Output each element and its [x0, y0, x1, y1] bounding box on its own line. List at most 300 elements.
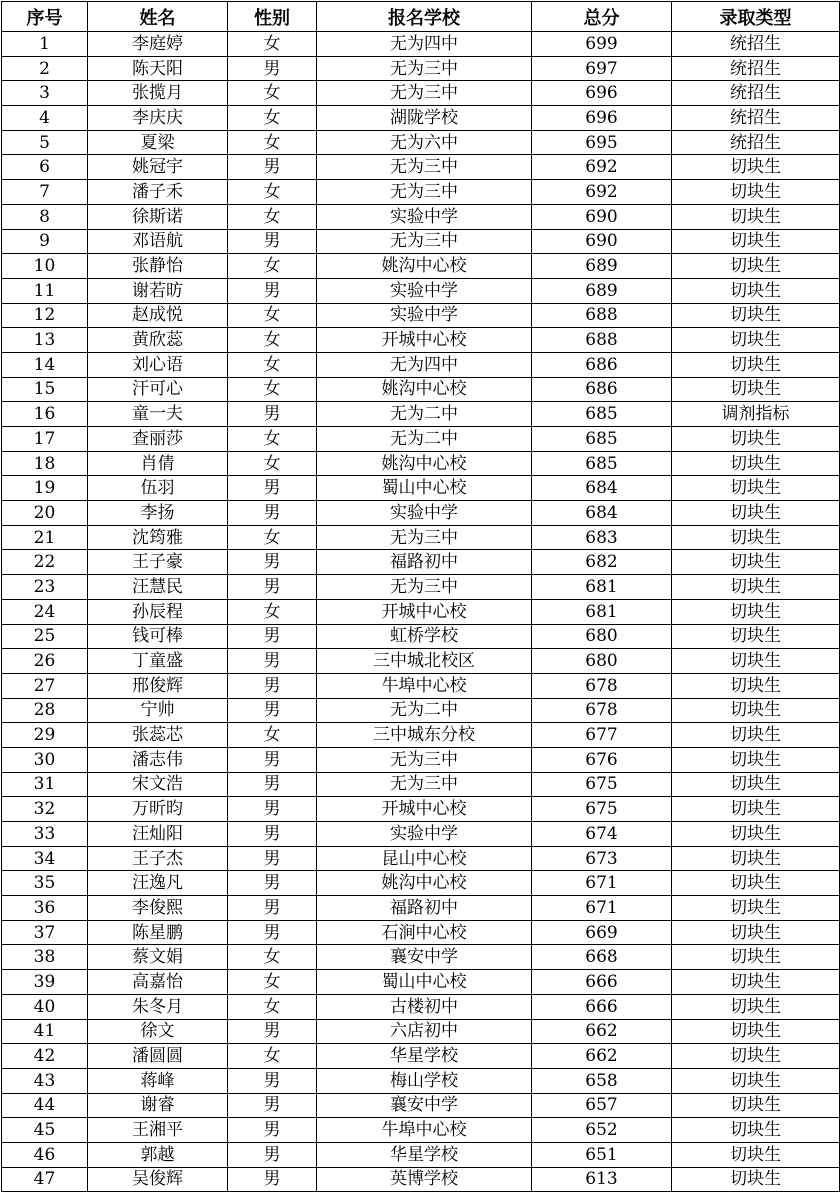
cell-index: 4	[2, 106, 88, 131]
cell-index: 24	[2, 599, 88, 624]
cell-index: 43	[2, 1068, 88, 1093]
cell-index: 12	[2, 303, 88, 328]
cell-gender: 女	[228, 994, 317, 1019]
cell-index: 47	[2, 1167, 88, 1192]
cell-admission-type: 统招生	[672, 32, 840, 57]
cell-score: 688	[532, 303, 672, 328]
cell-score: 690	[532, 229, 672, 254]
cell-name: 陈星鹏	[88, 920, 228, 945]
cell-school: 实验中学	[317, 204, 532, 229]
cell-gender: 女	[228, 204, 317, 229]
cell-score: 662	[532, 1044, 672, 1069]
cell-gender: 男	[228, 624, 317, 649]
cell-gender: 男	[228, 649, 317, 674]
cell-score: 685	[532, 451, 672, 476]
cell-admission-type: 切块生	[672, 1093, 840, 1118]
cell-school: 实验中学	[317, 501, 532, 526]
header-cell-score: 总分	[532, 2, 672, 32]
cell-school: 无为四中	[317, 32, 532, 57]
cell-index: 23	[2, 575, 88, 600]
cell-gender: 男	[228, 155, 317, 180]
cell-gender: 男	[228, 229, 317, 254]
cell-admission-type: 切块生	[672, 1068, 840, 1093]
cell-index: 20	[2, 501, 88, 526]
cell-score: 671	[532, 896, 672, 921]
cell-gender: 男	[228, 476, 317, 501]
cell-school: 襄安中学	[317, 945, 532, 970]
cell-admission-type: 切块生	[672, 649, 840, 674]
table-row	[2, 624, 840, 649]
cell-school: 无为六中	[317, 130, 532, 155]
header-cell-school: 报名学校	[317, 2, 532, 32]
cell-name: 陈天阳	[88, 56, 228, 81]
cell-index: 35	[2, 871, 88, 896]
table-row	[2, 747, 840, 772]
cell-name: 钱可棒	[88, 624, 228, 649]
cell-name: 宋文浩	[88, 772, 228, 797]
cell-index: 1	[2, 32, 88, 57]
cell-score: 690	[532, 204, 672, 229]
cell-index: 46	[2, 1142, 88, 1167]
table-row	[2, 501, 840, 526]
cell-admission-type: 统招生	[672, 130, 840, 155]
cell-score: 668	[532, 945, 672, 970]
cell-name: 汪慧民	[88, 575, 228, 600]
cell-score: 675	[532, 797, 672, 822]
cell-school: 无为二中	[317, 698, 532, 723]
cell-index: 40	[2, 994, 88, 1019]
cell-gender: 男	[228, 896, 317, 921]
cell-score: 662	[532, 1019, 672, 1044]
cell-admission-type: 切块生	[672, 575, 840, 600]
cell-name: 张揽月	[88, 81, 228, 106]
cell-gender: 女	[228, 130, 317, 155]
cell-school: 实验中学	[317, 822, 532, 847]
cell-index: 19	[2, 476, 88, 501]
cell-school: 湖陇学校	[317, 106, 532, 131]
table-row	[2, 550, 840, 575]
cell-gender: 女	[228, 377, 317, 402]
cell-index: 7	[2, 180, 88, 205]
cell-index: 9	[2, 229, 88, 254]
cell-name: 高嘉怡	[88, 970, 228, 995]
cell-gender: 男	[228, 1019, 317, 1044]
cell-school: 无为三中	[317, 81, 532, 106]
cell-school: 无为三中	[317, 772, 532, 797]
cell-school: 昆山中心校	[317, 846, 532, 871]
cell-gender: 女	[228, 254, 317, 279]
cell-school: 虹桥学校	[317, 624, 532, 649]
table-row	[2, 945, 840, 970]
cell-admission-type: 切块生	[672, 698, 840, 723]
cell-gender: 男	[228, 575, 317, 600]
cell-score: 689	[532, 254, 672, 279]
cell-index: 31	[2, 772, 88, 797]
table-row	[2, 649, 840, 674]
cell-gender: 男	[228, 1093, 317, 1118]
cell-score: 685	[532, 402, 672, 427]
cell-gender: 女	[228, 106, 317, 131]
cell-index: 42	[2, 1044, 88, 1069]
table-row	[2, 377, 840, 402]
cell-gender: 男	[228, 747, 317, 772]
cell-score: 688	[532, 328, 672, 353]
cell-gender: 男	[228, 797, 317, 822]
cell-score: 677	[532, 723, 672, 748]
cell-score: 666	[532, 970, 672, 995]
cell-score: 683	[532, 525, 672, 550]
cell-school: 无为三中	[317, 575, 532, 600]
table-row	[2, 797, 840, 822]
cell-index: 16	[2, 402, 88, 427]
cell-name: 姚冠宇	[88, 155, 228, 180]
table-row	[2, 1019, 840, 1044]
cell-school: 三中城北校区	[317, 649, 532, 674]
cell-school: 福路初中	[317, 550, 532, 575]
cell-admission-type: 切块生	[672, 550, 840, 575]
cell-index: 8	[2, 204, 88, 229]
cell-score: 675	[532, 772, 672, 797]
cell-school: 梅山学校	[317, 1068, 532, 1093]
cell-gender: 女	[228, 599, 317, 624]
cell-name: 宁帅	[88, 698, 228, 723]
cell-admission-type: 切块生	[672, 945, 840, 970]
cell-name: 汗可心	[88, 377, 228, 402]
cell-admission-type: 切块生	[672, 970, 840, 995]
cell-score: 657	[532, 1093, 672, 1118]
cell-score: 681	[532, 575, 672, 600]
cell-admission-type: 切块生	[672, 155, 840, 180]
cell-index: 25	[2, 624, 88, 649]
table-row	[2, 1093, 840, 1118]
cell-school: 无为二中	[317, 402, 532, 427]
cell-index: 41	[2, 1019, 88, 1044]
cell-score: 697	[532, 56, 672, 81]
table-row	[2, 451, 840, 476]
cell-name: 万昕昀	[88, 797, 228, 822]
table-row	[2, 525, 840, 550]
cell-admission-type: 切块生	[672, 352, 840, 377]
cell-admission-type: 调剂指标	[672, 402, 840, 427]
cell-name: 郭越	[88, 1142, 228, 1167]
cell-name: 黄欣蕊	[88, 328, 228, 353]
cell-index: 34	[2, 846, 88, 871]
table-row	[2, 204, 840, 229]
cell-index: 30	[2, 747, 88, 772]
cell-index: 10	[2, 254, 88, 279]
cell-gender: 女	[228, 303, 317, 328]
cell-score: 671	[532, 871, 672, 896]
cell-score: 682	[532, 550, 672, 575]
cell-name: 汪灿阳	[88, 822, 228, 847]
cell-score: 680	[532, 624, 672, 649]
table-row	[2, 994, 840, 1019]
cell-index: 33	[2, 822, 88, 847]
cell-name: 潘子禾	[88, 180, 228, 205]
cell-school: 无为三中	[317, 56, 532, 81]
cell-admission-type: 切块生	[672, 278, 840, 303]
cell-gender: 男	[228, 278, 317, 303]
cell-gender: 男	[228, 1167, 317, 1192]
cell-gender: 女	[228, 427, 317, 452]
cell-name: 王子豪	[88, 550, 228, 575]
table-row	[2, 476, 840, 501]
cell-admission-type: 切块生	[672, 1019, 840, 1044]
cell-school: 牛埠中心校	[317, 1118, 532, 1143]
cell-score: 652	[532, 1118, 672, 1143]
table-row	[2, 1142, 840, 1167]
cell-name: 赵成悦	[88, 303, 228, 328]
cell-score: 678	[532, 673, 672, 698]
cell-school: 三中城东分校	[317, 723, 532, 748]
table-row	[2, 303, 840, 328]
cell-admission-type: 切块生	[672, 427, 840, 452]
table-row	[2, 846, 840, 871]
cell-index: 27	[2, 673, 88, 698]
cell-admission-type: 切块生	[672, 303, 840, 328]
cell-school: 六店初中	[317, 1019, 532, 1044]
cell-index: 44	[2, 1093, 88, 1118]
cell-score: 699	[532, 32, 672, 57]
cell-score: 613	[532, 1167, 672, 1192]
cell-name: 邢俊辉	[88, 673, 228, 698]
cell-admission-type: 切块生	[672, 994, 840, 1019]
cell-admission-type: 切块生	[672, 871, 840, 896]
cell-index: 38	[2, 945, 88, 970]
cell-score: 696	[532, 106, 672, 131]
cell-name: 肖倩	[88, 451, 228, 476]
cell-school: 蜀山中心校	[317, 970, 532, 995]
table-row	[2, 328, 840, 353]
cell-admission-type: 切块生	[672, 377, 840, 402]
table-row	[2, 229, 840, 254]
cell-admission-type: 统招生	[672, 56, 840, 81]
cell-gender: 女	[228, 970, 317, 995]
cell-school: 实验中学	[317, 303, 532, 328]
table-row	[2, 254, 840, 279]
cell-gender: 男	[228, 772, 317, 797]
cell-admission-type: 切块生	[672, 772, 840, 797]
cell-index: 36	[2, 896, 88, 921]
cell-school: 古楼初中	[317, 994, 532, 1019]
table-row	[2, 970, 840, 995]
cell-admission-type: 切块生	[672, 747, 840, 772]
cell-name: 王子杰	[88, 846, 228, 871]
cell-admission-type: 切块生	[672, 476, 840, 501]
header-cell-name: 姓名	[88, 2, 228, 32]
table-row	[2, 155, 840, 180]
cell-name: 伍羽	[88, 476, 228, 501]
cell-index: 22	[2, 550, 88, 575]
cell-school: 无为三中	[317, 747, 532, 772]
cell-name: 潘圆圆	[88, 1044, 228, 1069]
table-row	[2, 871, 840, 896]
table-row	[2, 180, 840, 205]
cell-admission-type: 统招生	[672, 106, 840, 131]
cell-gender: 男	[228, 871, 317, 896]
cell-name: 徐文	[88, 1019, 228, 1044]
cell-admission-type: 切块生	[672, 723, 840, 748]
header-cell-admission-type: 录取类型	[672, 2, 840, 32]
cell-index: 17	[2, 427, 88, 452]
table-row	[2, 896, 840, 921]
cell-school: 福路初中	[317, 896, 532, 921]
cell-gender: 女	[228, 945, 317, 970]
cell-score: 696	[532, 81, 672, 106]
cell-score: 681	[532, 599, 672, 624]
cell-admission-type: 切块生	[672, 180, 840, 205]
cell-score: 651	[532, 1142, 672, 1167]
cell-school: 无为三中	[317, 155, 532, 180]
cell-index: 2	[2, 56, 88, 81]
table-row	[2, 56, 840, 81]
cell-admission-type: 切块生	[672, 822, 840, 847]
cell-gender: 男	[228, 846, 317, 871]
cell-school: 华星学校	[317, 1142, 532, 1167]
table-row	[2, 1167, 840, 1192]
cell-index: 13	[2, 328, 88, 353]
cell-index: 45	[2, 1118, 88, 1143]
cell-admission-type: 切块生	[672, 920, 840, 945]
cell-gender: 女	[228, 180, 317, 205]
cell-school: 襄安中学	[317, 1093, 532, 1118]
cell-gender: 男	[228, 1068, 317, 1093]
cell-admission-type: 统招生	[672, 81, 840, 106]
cell-name: 邓语航	[88, 229, 228, 254]
table-row	[2, 278, 840, 303]
cell-name: 童一夫	[88, 402, 228, 427]
cell-school: 华星学校	[317, 1044, 532, 1069]
cell-score: 692	[532, 180, 672, 205]
cell-gender: 女	[228, 723, 317, 748]
cell-name: 张静怡	[88, 254, 228, 279]
cell-score: 666	[532, 994, 672, 1019]
cell-school: 姚沟中心校	[317, 871, 532, 896]
cell-index: 3	[2, 81, 88, 106]
cell-name: 李俊熙	[88, 896, 228, 921]
cell-school: 开城中心校	[317, 599, 532, 624]
cell-gender: 男	[228, 698, 317, 723]
cell-score: 684	[532, 476, 672, 501]
table-row	[2, 772, 840, 797]
cell-gender: 女	[228, 328, 317, 353]
cell-admission-type: 切块生	[672, 599, 840, 624]
cell-admission-type: 切块生	[672, 797, 840, 822]
table-row	[2, 402, 840, 427]
table-row	[2, 81, 840, 106]
table-row	[2, 920, 840, 945]
table-row	[2, 427, 840, 452]
cell-index: 11	[2, 278, 88, 303]
cell-gender: 女	[228, 81, 317, 106]
table-row	[2, 673, 840, 698]
cell-admission-type: 切块生	[672, 254, 840, 279]
cell-admission-type: 切块生	[672, 1142, 840, 1167]
cell-score: 674	[532, 822, 672, 847]
cell-school: 蜀山中心校	[317, 476, 532, 501]
table-row	[2, 130, 840, 155]
cell-index: 14	[2, 352, 88, 377]
cell-score: 692	[532, 155, 672, 180]
cell-admission-type: 切块生	[672, 451, 840, 476]
admission-table	[1, 1, 840, 1192]
cell-gender: 男	[228, 56, 317, 81]
table-body	[2, 32, 840, 1192]
cell-school: 姚沟中心校	[317, 254, 532, 279]
cell-index: 18	[2, 451, 88, 476]
cell-score: 676	[532, 747, 672, 772]
cell-index: 29	[2, 723, 88, 748]
cell-admission-type: 切块生	[672, 204, 840, 229]
cell-gender: 男	[228, 550, 317, 575]
cell-admission-type: 切块生	[672, 624, 840, 649]
cell-gender: 男	[228, 402, 317, 427]
cell-index: 39	[2, 970, 88, 995]
cell-school: 开城中心校	[317, 797, 532, 822]
cell-admission-type: 切块生	[672, 1044, 840, 1069]
cell-admission-type: 切块生	[672, 229, 840, 254]
cell-admission-type: 切块生	[672, 525, 840, 550]
cell-score: 684	[532, 501, 672, 526]
cell-name: 潘志伟	[88, 747, 228, 772]
cell-gender: 女	[228, 1044, 317, 1069]
table-row	[2, 723, 840, 748]
cell-school: 牛埠中心校	[317, 673, 532, 698]
cell-score: 686	[532, 377, 672, 402]
cell-score: 686	[532, 352, 672, 377]
cell-index: 26	[2, 649, 88, 674]
cell-school: 英博学校	[317, 1167, 532, 1192]
cell-gender: 男	[228, 501, 317, 526]
cell-score: 669	[532, 920, 672, 945]
cell-school: 无为二中	[317, 427, 532, 452]
cell-school: 开城中心校	[317, 328, 532, 353]
cell-gender: 女	[228, 451, 317, 476]
cell-index: 37	[2, 920, 88, 945]
cell-score: 685	[532, 427, 672, 452]
cell-score: 673	[532, 846, 672, 871]
cell-name: 孙辰程	[88, 599, 228, 624]
cell-index: 15	[2, 377, 88, 402]
cell-name: 谢睿	[88, 1093, 228, 1118]
cell-admission-type: 切块生	[672, 1118, 840, 1143]
cell-name: 谢若昉	[88, 278, 228, 303]
cell-school: 无为四中	[317, 352, 532, 377]
cell-admission-type: 切块生	[672, 673, 840, 698]
cell-score: 689	[532, 278, 672, 303]
header-row	[2, 2, 840, 32]
cell-admission-type: 切块生	[672, 896, 840, 921]
cell-admission-type: 切块生	[672, 328, 840, 353]
cell-gender: 男	[228, 1142, 317, 1167]
cell-gender: 女	[228, 32, 317, 57]
table-row	[2, 575, 840, 600]
cell-index: 32	[2, 797, 88, 822]
cell-school: 无为三中	[317, 180, 532, 205]
cell-admission-type: 切块生	[672, 846, 840, 871]
cell-name: 李扬	[88, 501, 228, 526]
cell-gender: 男	[228, 673, 317, 698]
cell-name: 刘心语	[88, 352, 228, 377]
cell-name: 吴俊辉	[88, 1167, 228, 1192]
table-row	[2, 1068, 840, 1093]
cell-score: 680	[532, 649, 672, 674]
cell-index: 6	[2, 155, 88, 180]
cell-name: 蒋峰	[88, 1068, 228, 1093]
cell-name: 汪逸凡	[88, 871, 228, 896]
table-row	[2, 822, 840, 847]
cell-admission-type: 切块生	[672, 501, 840, 526]
